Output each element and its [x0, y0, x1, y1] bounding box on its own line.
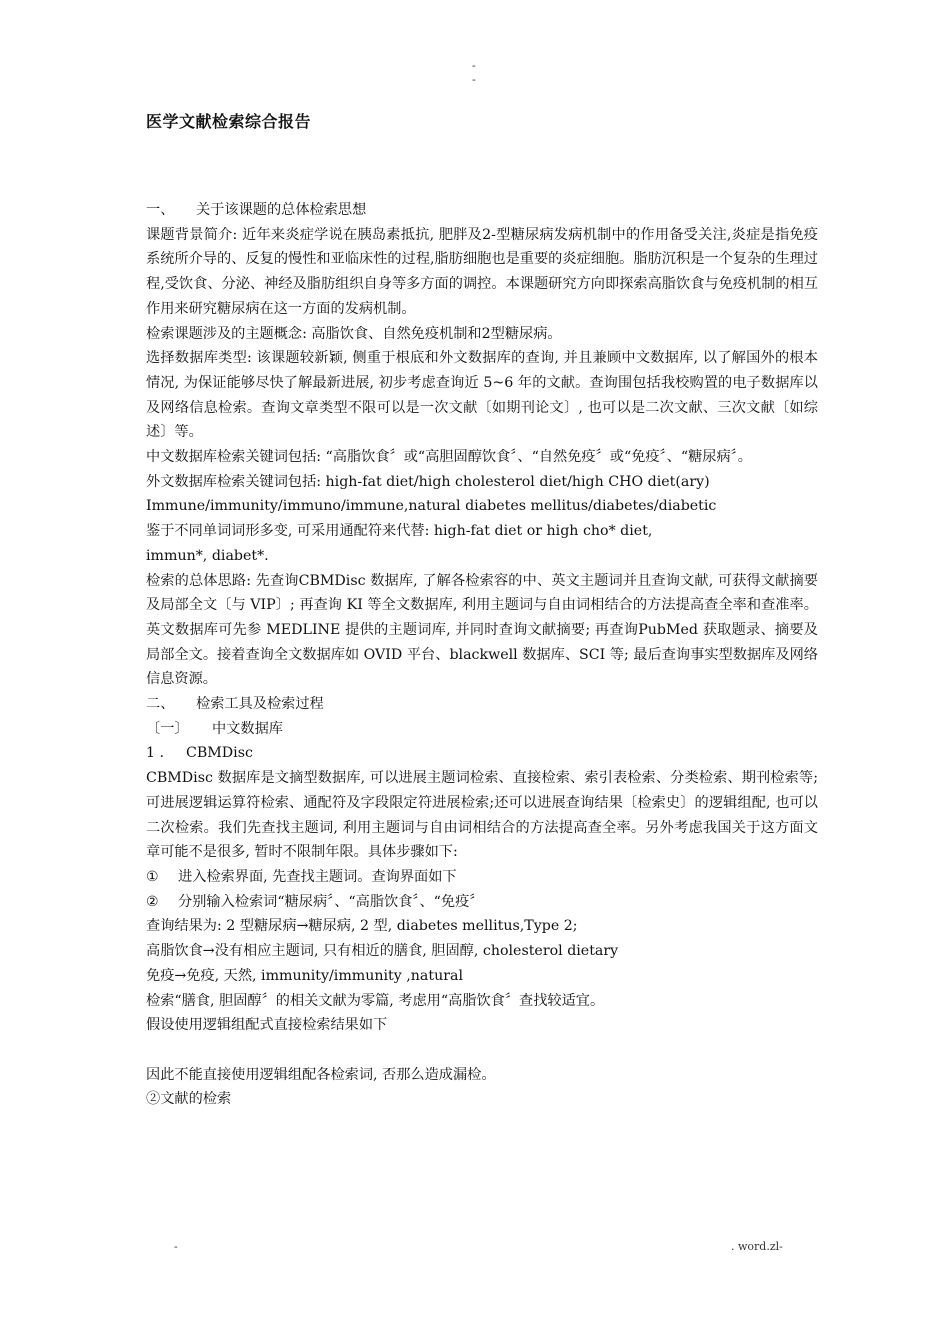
subsection-heading-text: 中文数据库 — [212, 720, 283, 737]
step-item-2 — [146, 890, 818, 915]
db-type-paragraph: 选择数据库类型: 该课题较新颖, 侧重于根底和外文数据库的查询, 并且兼顾中文数据库, 以了解国外的根本情况, 为保证能够尽快了解最新进展, 初步考虑查询近 5~6 年的文献。查询围包括我校购置的电子数据库以及网络信息检索。查询文章类型不限可以是一次文献〔如期刊论文〕, 也可以是二次文献、三次文献〔如综述〕等。 — [146, 350, 818, 441]
section-number: 二、 — [146, 696, 175, 713]
concepts-paragraph: 检索课题涉及的主题概念: 高脂饮食、自然免疫机制和2型糖尿病。 — [146, 325, 562, 342]
section-heading-text: 检索工具及检索过程 — [196, 696, 324, 713]
item-heading-text: CBMDisc — [186, 745, 253, 762]
step-item-1 — [146, 865, 818, 890]
cbm-description-paragraph: CBMDisc 数据库是文摘型数据库, 可以进展主题词检索、直接检索、索引表检索、分类检索、期刊检索等; 可进展逻辑运算符检索、通配符及字段限定符进展检索;还可以进展查询结果〔检索史〕的逻辑组配, 也可以二次检索。我们先查找主题词, 利用主题词与自由词相结合的方法提高查全率。另外考虑我国关于这方面文章可能不是很多, 暂时不限制年限。具体步骤如下: — [146, 770, 818, 861]
step-text: 分别输入检索词“糖尿病〞、“高脂饮食〞、“免疫〞 — [178, 893, 484, 910]
section-number: 一、 — [146, 202, 175, 218]
next-step-heading: ②文献的检索 — [146, 1091, 232, 1108]
step-marker: ① — [146, 868, 159, 885]
header-mark-bottom: - — [472, 73, 476, 86]
strategy-paragraph: 检索的总体思路: 先查询CBMDisc 数据库, 了解各检索容的中、英文主题词并且查询文献, 可获得文献摘要及局部全文〔与 VIP〕; 再查询 KI 等全文数据库, 利用主题词与自由词相结合的方法提高查全率和查准率。英文数据库可先参 MEDLINE 提供的主题词库, 并同时查询文献摘要; 再查询PubMed 获取题录、摘要及局部全文。接着查询全文数据库如 OVID 平台、blackwell 数据库、SCI 等; 最后查询事实型数据库及网络信息资源。 — [146, 572, 818, 688]
result-line: 假设使用逻辑组配式直接检索结果如下 — [146, 1017, 388, 1034]
en-keywords-line: 外文数据库检索关键词包括: high-fat diet/high cholesterol diet/high CHO diet(ary) — [146, 473, 710, 490]
section-heading-1 — [146, 198, 818, 223]
wildcard-line: 鉴于不同单词词形多变, 可采用通配符来代替: high-fat diet or high cho* diet, — [146, 523, 653, 540]
section-heading-text: 关于该课题的总体检索思想 — [196, 202, 367, 218]
result-line: 查询结果为: 2 型糖尿病→糖尿病, 2 型, diabetes mellitus,Type 2; — [146, 918, 578, 935]
conclusion-line: 因此不能直接使用逻辑组配各检索词, 否那么造成漏检。 — [146, 1066, 496, 1083]
step-text: 进入检索界面, 先查找主题词。查询界面如下 — [178, 868, 457, 885]
item-number: 1 . — [146, 745, 165, 762]
section-heading-2 — [146, 692, 818, 717]
subsection-number: 〔一〕 — [146, 720, 189, 737]
cn-keywords-paragraph: 中文数据库检索关键词包括: “高脂饮食〞或“高胆固醇饮食〞、“自然免疫〞或“免疫〞、“糖尿病〞。 — [146, 449, 752, 466]
header-mark-top: - — [472, 59, 476, 72]
result-line: 免疫→免疫, 天然, immunity/immunity ,natural — [146, 967, 464, 984]
document-body — [146, 198, 818, 1112]
subsection-heading-1 — [146, 717, 818, 742]
document-title: 医学文献检索综合报告 — [146, 112, 312, 131]
footer-left-mark: - — [174, 1240, 178, 1253]
result-line: 高脂饮食→没有相应主题词, 只有相近的膳食, 胆固醇, cholesterol dietary — [146, 943, 619, 960]
item-heading-1 — [146, 741, 818, 766]
background-paragraph: 课题背景简介: 近年来炎症学说在胰岛素抵抗, 肥胖及2-型糖尿病发病机制中的作用备受关注,炎症是指免疫系统所介导的、反复的慢性和亚临床性的过程,脂肪细胞也是重要的炎症细胞。脂肪沉积是一个复杂的生理过程,受饮食、分泌、神经及脂肪组织自身等多方面的调控。本课题研究方向即探索高脂饮食与免疫机制的相互作用来研究糖尿病在这一方面的发病机制。 — [146, 226, 818, 317]
image-placeholder-gap — [146, 1038, 818, 1063]
wildcard-line: immun*, diabet*. — [146, 547, 269, 564]
result-line: 检索“膳食, 胆固醇〞的相关文献为零篇, 考虑用“高脂饮食〞查找较适宜。 — [146, 992, 605, 1009]
footer-right-text: . word.zl- — [731, 1240, 783, 1253]
step-marker: ② — [146, 893, 159, 910]
en-keywords-line: Immune/immunity/immuno/immune,natural diabetes mellitus/diabetes/diabetic — [146, 498, 717, 515]
